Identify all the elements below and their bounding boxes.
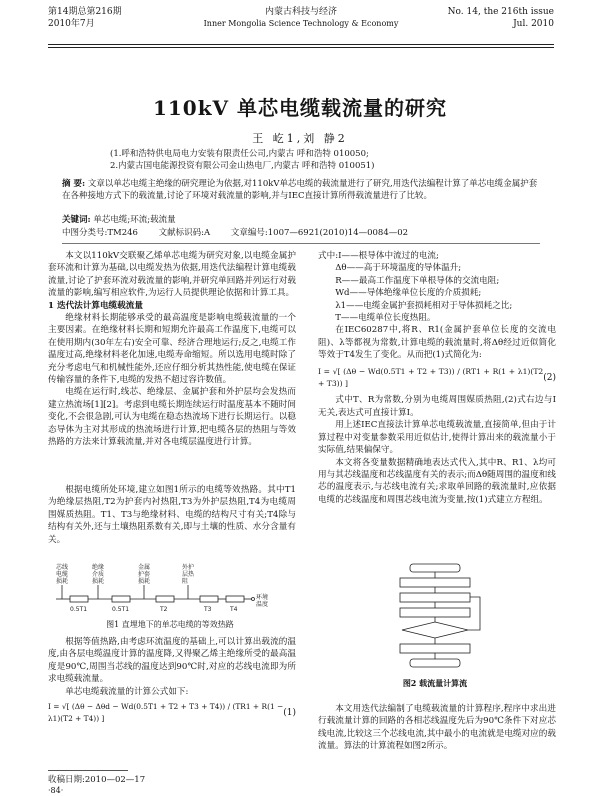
fig1-resistor-1: 0.5T1 — [112, 606, 130, 613]
abstract-label: 摘 要: — [62, 179, 86, 189]
keywords-label: 关键词: — [62, 215, 91, 225]
received-date: 收稿日期:2010—02—17 — [48, 775, 146, 785]
fig1-label-bot-0: 损耗 — [56, 578, 69, 585]
flow-step-box-2 — [400, 593, 470, 602]
header-rule-2 — [48, 47, 554, 48]
equation-1-body: I = √[ (Δθ − Δθd − Wd(0.5T1 + T2 + T3 + T4)) / (TR1 + R(1 − λ1)(T2 + T4)) ] — [48, 702, 284, 724]
section1-title: 1 迭代法计算电缆载流量 — [48, 300, 143, 311]
fig1-label-mid-0: 电缆 — [56, 571, 69, 578]
body-paragraph-4: 根据等值热路,由考虑环流温度的基础上,可以计算出载流的温度,由各层电缆温度计算的温度降,又得聚乙烯主绝缘所受的最高温度是90℃,周围当芯线的温度达到90℃时,对应的芯线电流即为所求电缆载流量。 — [48, 637, 296, 685]
fig1-resistor-4: T4 — [230, 606, 238, 613]
fig1-label-bot-2: 损耗 — [138, 578, 151, 585]
figure-1-thermal-circuit — [52, 563, 288, 629]
page-number: ·84· — [48, 786, 64, 795]
fig1-env-label-2: 温度 — [256, 601, 269, 608]
right-paragraph-1: 在IEC60287中,将R、R1(金属护套单位长度的交流电阻)、λ等都视为常数,计算电缆的载流量时,将Δθ经过近似简化等效于T4发生了变化。从而把(1)式简化为: — [318, 325, 556, 361]
equation-1-number: (1) — [283, 708, 296, 719]
left-column-after-fig — [48, 636, 296, 726]
definition-4: λ1——电缆金属护套损耗相对于导体损耗之比; — [335, 300, 513, 311]
where-line — [318, 250, 556, 262]
definition-1: Δθ——高于环境温度的导体温升; — [335, 263, 462, 274]
abstract — [62, 178, 540, 202]
issue-date-en: Jul. 2010 — [513, 19, 554, 29]
flow-end-box — [410, 659, 460, 667]
definition-5: T——电缆单位长度热阻。 — [335, 313, 436, 324]
circuit-lines — [56, 585, 255, 602]
right-paragraph-4: 本文将各变量数据精确地表达式代入,其中R、R1、λ均可用与其芯线温度和芯线温度有关的表示;而Δθ随周围的温度和线芯的温度表示,与芯线电流有关;求取单回路的载流量时,应依据电缆的芯线温度和周围芯线电流为变量,按(1)式建立方程组。 — [318, 457, 556, 505]
issue-number-en: No. 14, the 216th issue — [447, 7, 554, 17]
equation-1 — [48, 701, 296, 726]
definition-0: I——根导体中流过的电流; — [338, 251, 439, 261]
flow-step-box-4 — [400, 644, 470, 653]
flow-start-box — [410, 564, 460, 572]
body-paragraph-5: 单芯电缆载流量的计算公式如下: — [65, 686, 189, 697]
flowchart-svg — [380, 562, 490, 674]
equation-2-body: I = √[ (Δθ − Wd(0.5T1 + T2 + T3)) / (RT1 + R(1 + λ1)(T2 + T3)) ] — [318, 366, 544, 389]
journal-name-en: Inner Mongolia Science Technology & Economy — [203, 19, 399, 28]
right-paragraph-2: 式中T、R为常数,分别为电缆周围媒质热阻,(2)式右边与I无关,表达式可直接计算I。 — [318, 395, 556, 418]
figure-1-caption: 图1 直埋地下的单芯电缆的等效热路 — [106, 620, 234, 629]
definition-3: Wd——导体绝缘单位长度的介质损耗; — [335, 288, 482, 299]
header-right — [448, 6, 554, 30]
fig1-resistor-2: T2 — [160, 606, 168, 613]
body-paragraph-2: 电缆在运行时,线芯、绝缘层、金属护套和外护层均会发热而建立热流场[1][2]。考虑到电缆长期连续运行时温度基本不随时间变化,不会很急剧,可认为电缆在稳态热流场下进行长期运行。以稳态导体为主对其形成的热流场进行计算,把电缆各层的热阻与等效热路的方法来计算载流量,并对各电缆层温度进行计算。 — [48, 387, 296, 448]
right-paragraph-5: 本文用迭代法编制了电缆载流量的计算程序,程序中求出进行载流量计算的回路的各相芯线温度先后为90℃条件下对应芯线电流,比较这三个芯线电流,其中最小的电流就是电缆对应的载流量。算法的计算流程如图2所示。 — [318, 704, 556, 752]
paper-title: 110kV 单芯电缆载流量的研究 — [152, 96, 448, 120]
issue-number: 第14期总第216期 — [48, 7, 122, 17]
keywords — [62, 214, 540, 226]
fig1-label-top-3: 外护 — [182, 564, 195, 571]
keywords-text: 单芯电缆;环流;载流量 — [93, 215, 176, 225]
fig1-label-top-1: 绝缘 — [92, 564, 105, 571]
where-label: 式中: — [318, 251, 339, 261]
abstract-text: 文章以单芯电缆主绝缘的研究理论为依据,对110kV单芯电缆的载流量进行了研究,用迭代法编程计算了单芯电缆金属护套在各种接地方式下的载流量,讨论了环境对载流量的影响,并与IEC直接计算所得载流量进行了比较。 — [62, 179, 538, 201]
right-paragraph-3: 用上述IEC直接法计算单芯电缆载流量,直接简单,但由于计算过程中对变量参数采用近似估计,使得计算出来的载流量小于实际值,结果偏保守。 — [318, 420, 556, 456]
fig1-label-bot-3: 阻 — [182, 578, 189, 585]
body-paragraph-3: 根据电缆所处环境,建立如图1所示的电缆等效热路。其中T1为绝缘层热阻,T2为护套内衬热阻,T3为外护层热阻,T4为电缆周围媒质热阻。T1、T3与绝缘材料、电缆的结构尺寸有关;T4除与结构有关外,还与土壤热阻系数有关,即与土壤的性质、水分含量有关。 — [48, 485, 296, 545]
body-paragraph-1: 绝缘材料长期能够承受的最高温度是影响电缆载流量的一个主要因素。在绝缘材料长期和短期允许最高工作温度下,电缆可以在使用期内(30年左右)安全可靠、经济合理地运行;反之,电缆工作温度过高,绝缘材料老化加速,电缆寿命缩短。所以选用电缆时除了充分考虑电气和机械性能外,还应仔细分析其热性能,使电缆在保证传输容量的条件下,电缆的发热不超过容许数值。 — [48, 313, 296, 386]
left-column-p3 — [48, 484, 296, 558]
footnote-rule — [48, 770, 128, 771]
fig1-resistor-0: 0.5T1 — [70, 606, 88, 613]
classification-line — [62, 227, 540, 239]
definition-2: R——最高工作温度下单根导体的交流电阻; — [335, 275, 500, 286]
fig1-label-top-0: 芯线 — [56, 564, 69, 571]
equation-2 — [318, 366, 556, 391]
article-number: 文章编号:1007—6921(2010)14—0084—02 — [230, 228, 409, 238]
thermal-circuit-svg — [52, 563, 288, 615]
document-code: 文献标识码:A — [158, 228, 211, 238]
right-column-tail — [318, 703, 556, 753]
equation-2-number: (2) — [543, 372, 556, 383]
header-rule — [48, 44, 554, 45]
figure-2-caption: 图2 载流量计算流 — [402, 678, 468, 688]
fig1-resistor-3: T3 — [204, 606, 212, 613]
flow-step-box-3 — [400, 608, 470, 617]
fig1-label-top-2: 金属 — [138, 564, 151, 571]
flow-step-box-1 — [400, 578, 470, 587]
left-column — [48, 250, 296, 449]
affiliation-2: 2.内蒙古国电能源投资有限公司金山热电厂,内蒙古 呼和浩特 010051) — [110, 161, 375, 171]
journal-header — [48, 6, 554, 40]
fig1-env-label: 环境 — [256, 594, 269, 601]
abstract-rule — [62, 243, 540, 244]
fig1-label-mid-2: 护套 — [138, 571, 151, 578]
affiliation-1: (1.呼和浩特供电局电力安装有限责任公司,内蒙古 呼和浩特 010050; — [110, 149, 369, 159]
issue-date: 2010年7月 — [48, 19, 95, 29]
header-center — [178, 6, 424, 30]
figure-2-flowchart — [380, 562, 490, 690]
fig1-label-mid-3: 层热 — [182, 571, 195, 578]
paper-authors: 王 屹1,刘 静2 — [252, 132, 348, 145]
journal-name-cn: 内蒙古科技与经济 — [264, 7, 337, 17]
fig1-label-bot-1: 损耗 — [92, 578, 105, 585]
flow-decision-box — [402, 622, 468, 638]
right-column — [318, 250, 556, 506]
clc-number: 中图分类号:TM246 — [62, 228, 138, 238]
header-left — [48, 6, 122, 30]
fig1-label-mid-1: 介质 — [92, 571, 105, 578]
intro-paragraph: 本文以110kV交联聚乙烯单芯电缆为研究对象,以电缆金属护套环流和计算为基础,以电缆发热为依据,用迭代法编程计算电缆载流量,讨论了护套环流对载流量的影响,并研究单回路并列运行对载流量的影响,编写相应软件,为运行人员提供理论依据和计算工具。 — [48, 251, 296, 299]
